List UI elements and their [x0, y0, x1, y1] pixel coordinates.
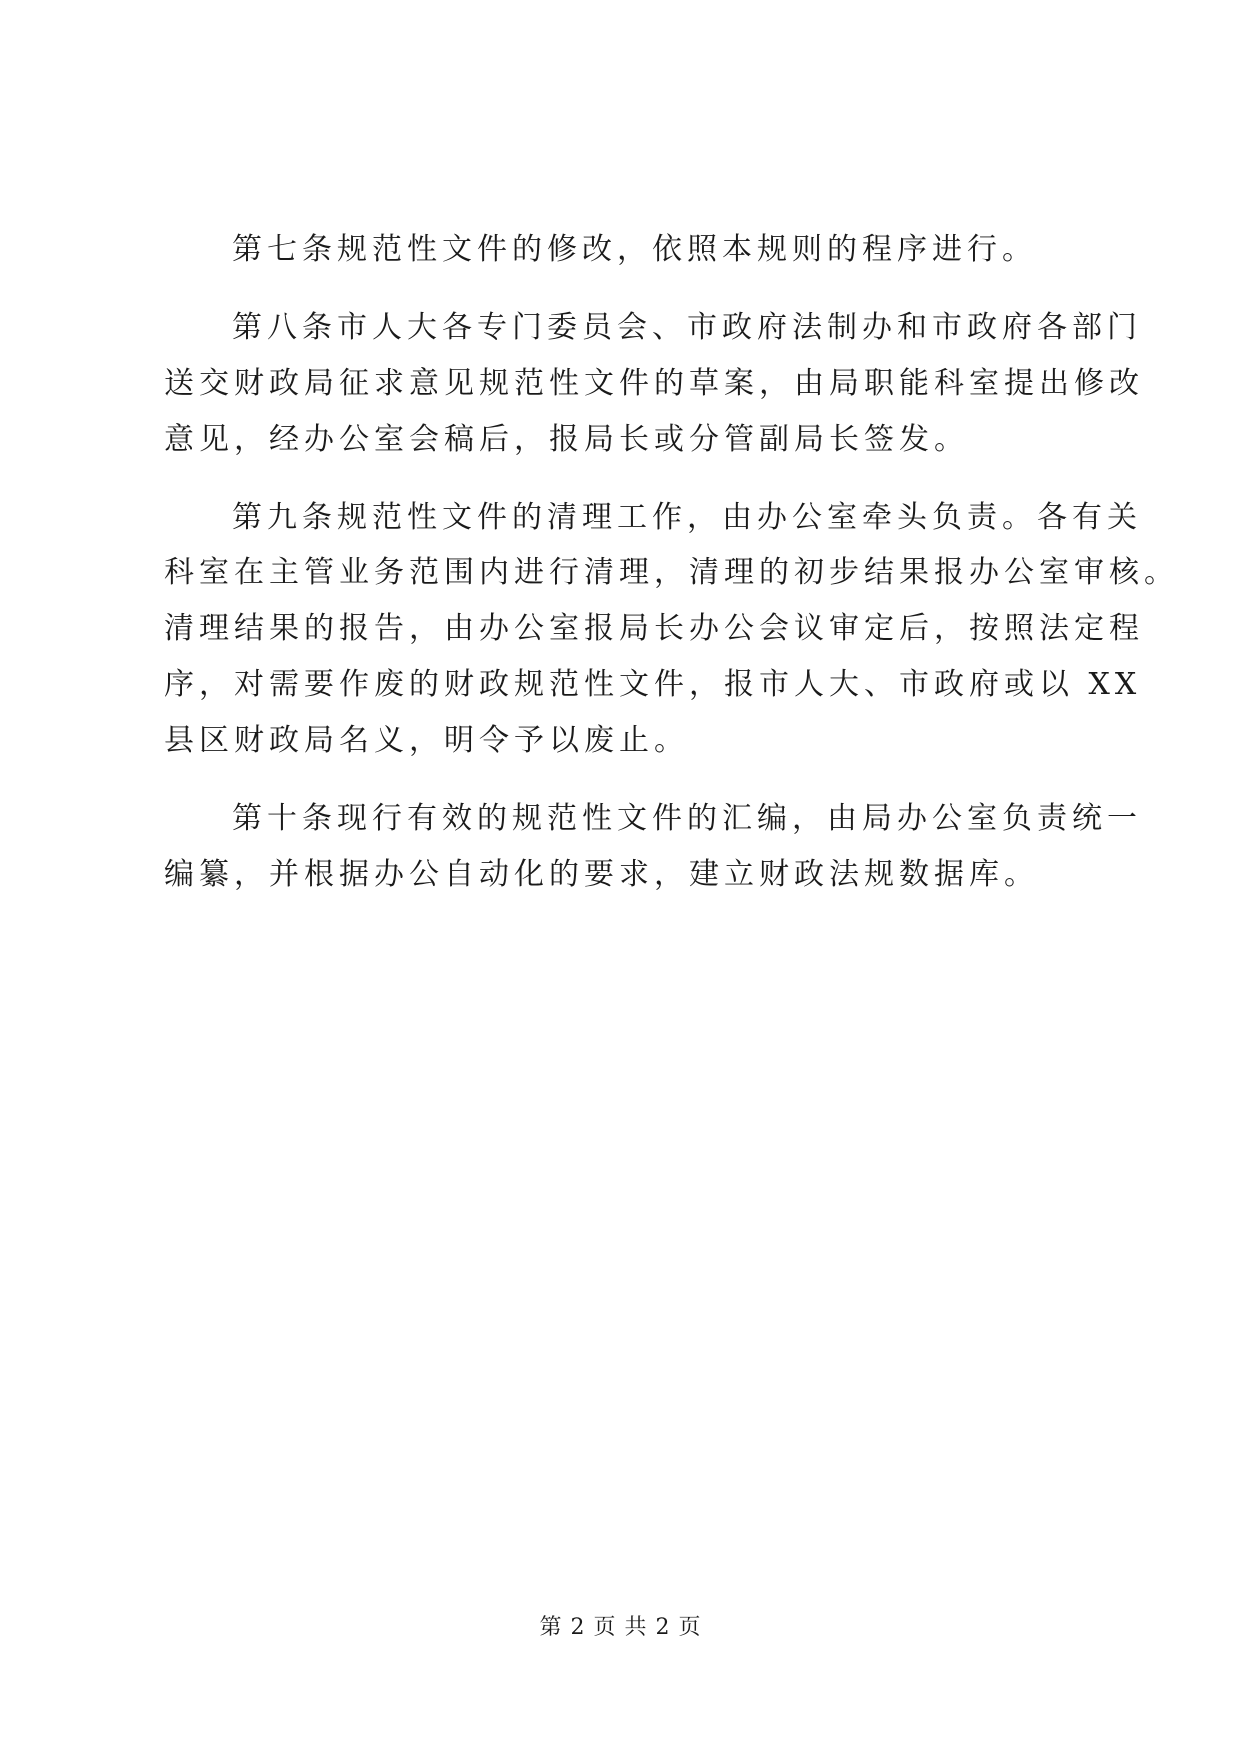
article-10-line-1: 第十条现行有效的规范性文件的汇编，由局办公室负责统一: [232, 801, 1142, 836]
article-8-line-2: 送交财政局征求意见规范性文件的草案，由局职能科室提出修改: [164, 366, 1144, 401]
article-9-line-3: 清理结果的报告，由办公室报局长办公会议审定后，按照法定程: [164, 611, 1144, 646]
article-9-line-1: 第九条规范性文件的清理工作，由办公室牵头负责。各有关: [232, 500, 1142, 535]
article-8-line-3: 意见，经办公室会稿后，报局长或分管副局长签发。: [164, 422, 969, 457]
article-9-line-4: 序，对需要作废的财政规范性文件，报市人大、市政府或以 XX: [164, 667, 1142, 702]
article-8-line-1: 第八条市人大各专门委员会、市政府法制办和市政府各部门: [232, 310, 1142, 345]
article-9-line-2: 科室在主管业务范围内进行清理，清理的初步结果报办公室审核。: [164, 555, 1179, 590]
article-10-line-2: 编纂，并根据办公自动化的要求，建立财政法规数据库。: [164, 857, 1039, 892]
article-7-line-1: 第七条规范性文件的修改，依照本规则的程序进行。: [232, 232, 1037, 267]
page-number-footer: 第 2 页 共 2 页: [539, 1615, 702, 1640]
article-9-line-5: 县区财政局名义，明令予以废止。: [164, 723, 689, 758]
